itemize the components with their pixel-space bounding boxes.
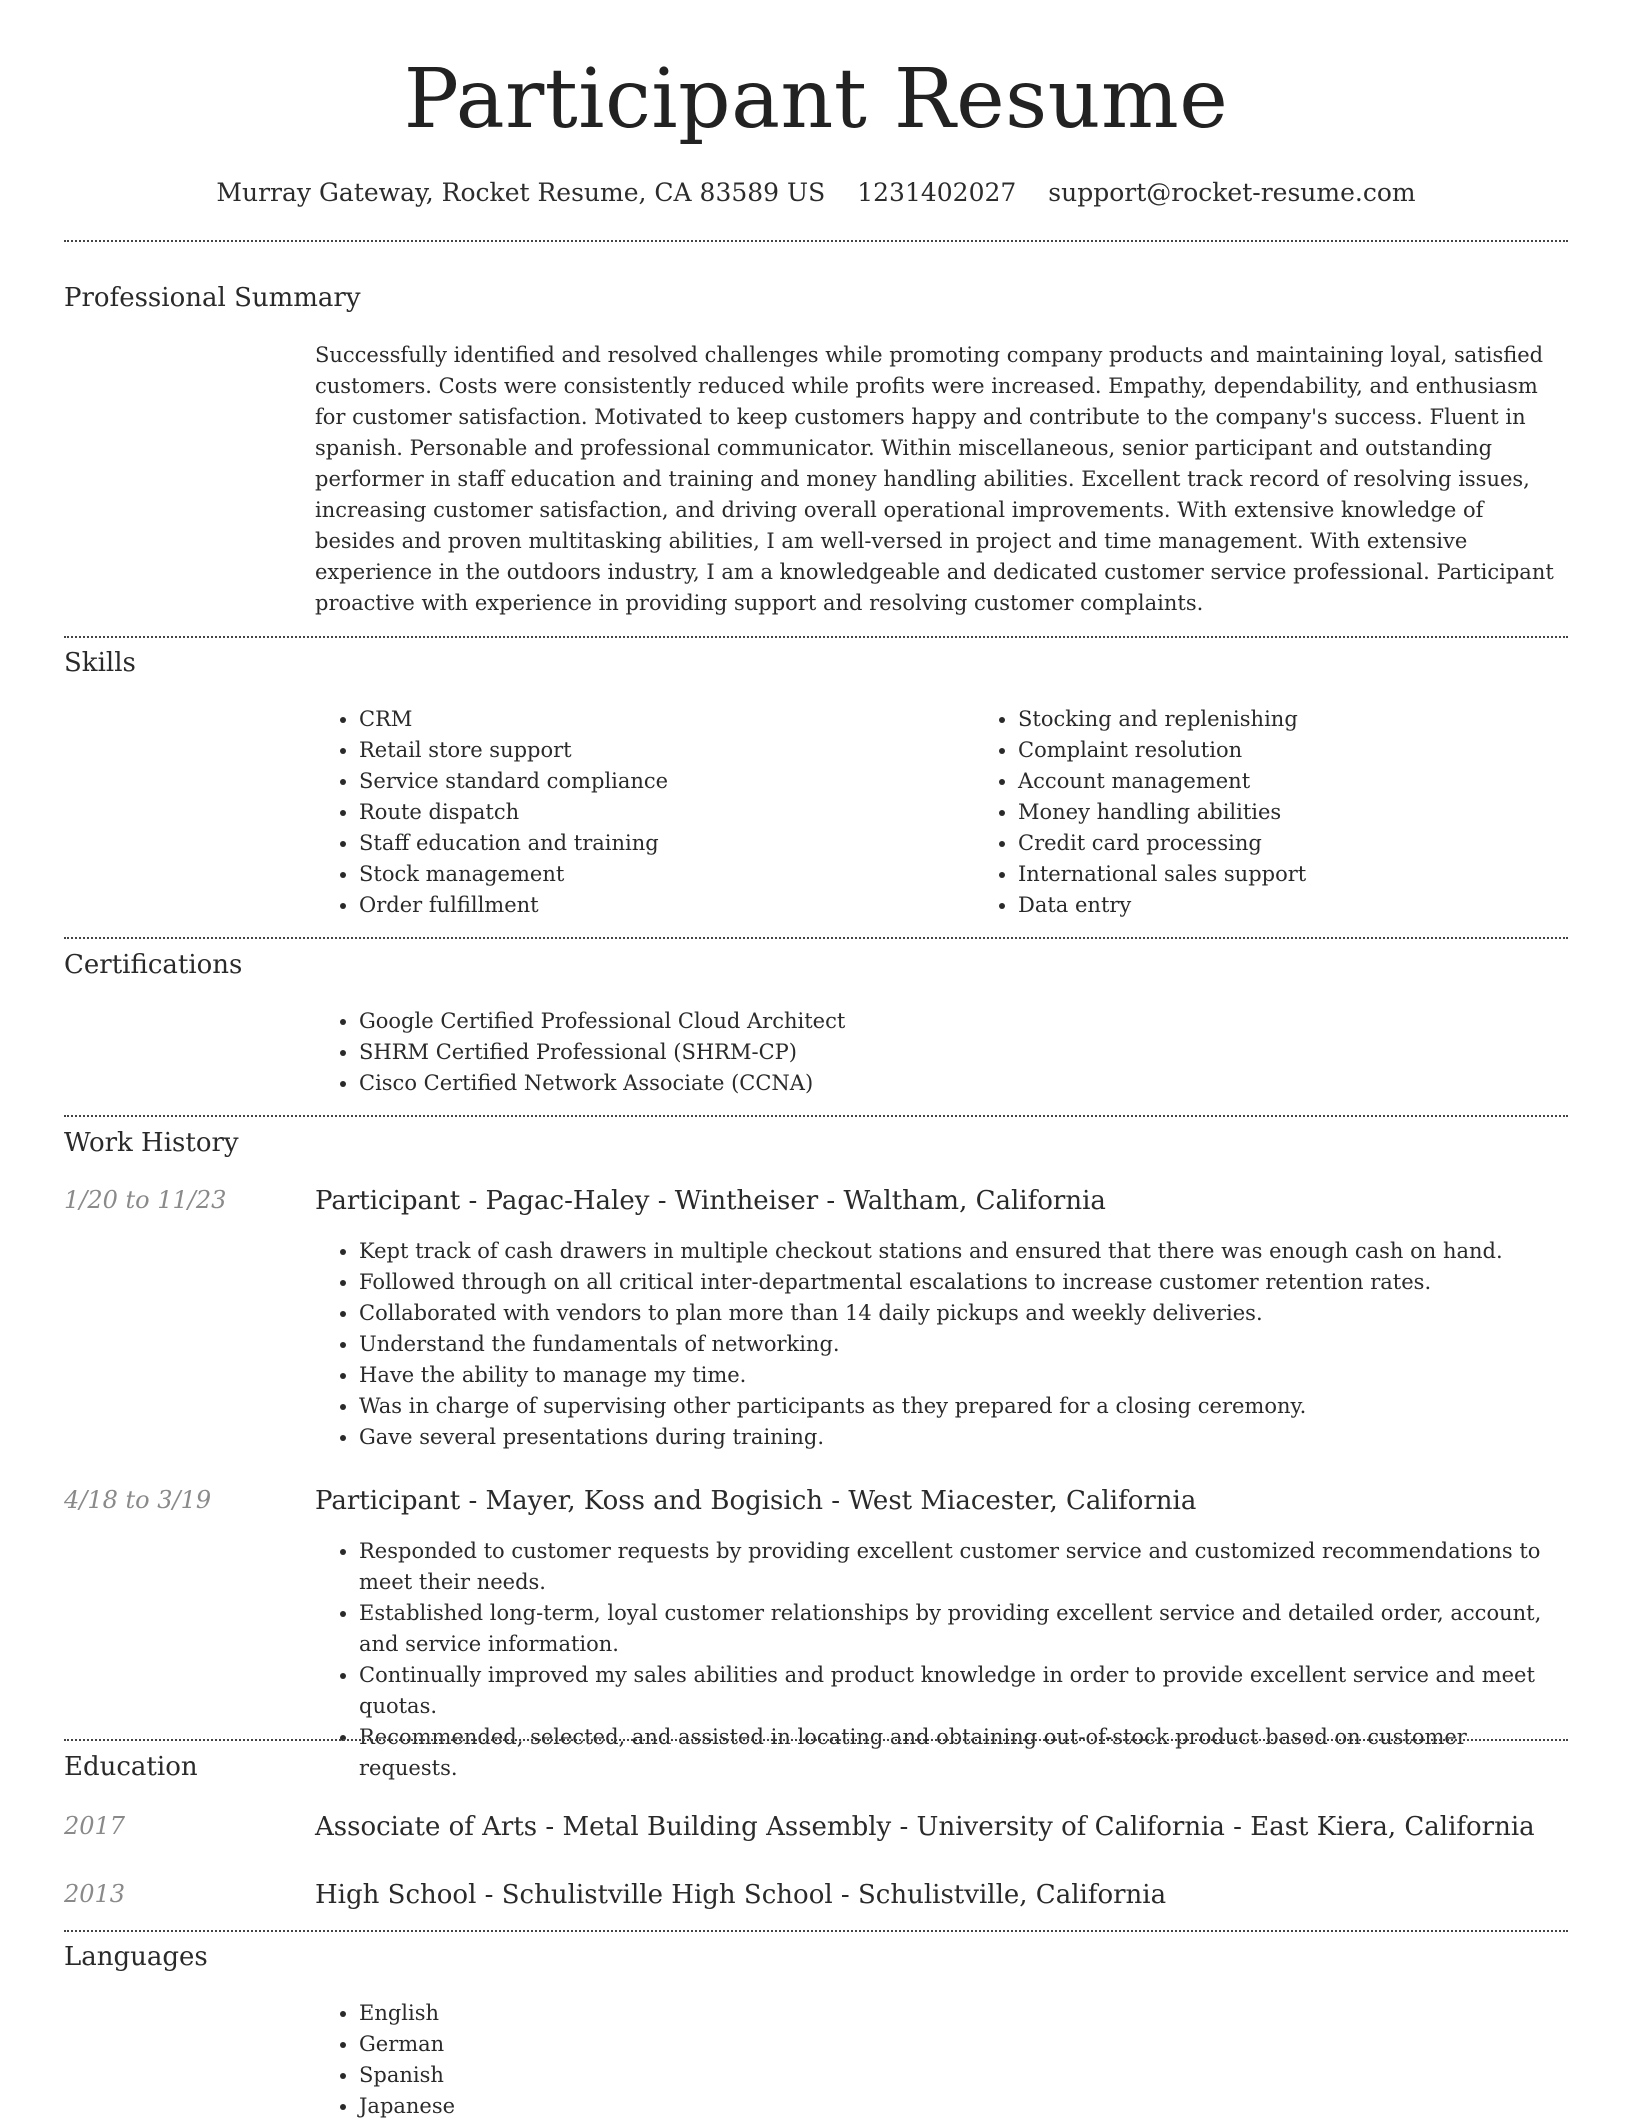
contact-email[interactable]: support@rocket-resume.com — [1048, 178, 1416, 207]
section-title-languages: Languages — [64, 1942, 208, 1972]
education-degree: High School — [315, 1880, 477, 1910]
skill-item: • Order fulfillment — [359, 890, 974, 921]
education-details: - Metal Building Assembly - University of California - East Kiera, California — [537, 1812, 1535, 1842]
language-item: • German — [359, 2029, 1568, 2060]
education-details: - Schulistville High School - Schulistville, California — [476, 1880, 1167, 1910]
education-year: 2013 — [64, 1880, 126, 1908]
job-bullet: • Recommended, selected, and assisted in locating and obtaining out-of-stock product based on customer requests. — [359, 1722, 1568, 1784]
skill-item: • Money handling abilities — [1018, 797, 1632, 828]
job-bullet: • Responded to customer requests by providing excellent customer service and customized recommendations to meet their needs. — [359, 1536, 1568, 1598]
certifications-block — [315, 1006, 1568, 1099]
divider — [64, 1930, 1568, 1932]
job-bullet: • Was in charge of supervising other participants as they prepared for a closing ceremony. — [359, 1391, 1568, 1422]
job-title: Participant - Pagac-Haley - Wintheiser - Waltham, California — [315, 1186, 1106, 1216]
job-bullets — [315, 1236, 1568, 1453]
candidate-name: Participant Resume — [403, 52, 1229, 147]
skills-list-left — [315, 704, 974, 921]
divider — [64, 1739, 1568, 1741]
skills-list-right — [974, 704, 1632, 921]
divider — [64, 240, 1568, 242]
section-title-work-history: Work History — [64, 1128, 239, 1158]
job-dates: 1/20 to 11/23 — [64, 1186, 227, 1214]
languages-block — [315, 1998, 1568, 2122]
section-title-summary: Professional Summary — [64, 283, 361, 313]
education-entry — [315, 1812, 1535, 1842]
certifications-list — [315, 1006, 1568, 1099]
divider — [64, 937, 1568, 939]
skill-item: • Credit card processing — [1018, 828, 1632, 859]
language-item: • Spanish — [359, 2060, 1568, 2091]
section-title-certifications: Certifications — [64, 950, 243, 980]
job-bullet-list — [315, 1536, 1568, 1784]
skill-item: • Staff education and training — [359, 828, 974, 859]
contact-line — [0, 178, 1632, 207]
job-bullet: • Have the ability to manage my time. — [359, 1360, 1568, 1391]
skill-item: • Account management — [1018, 766, 1632, 797]
job-bullet-list — [315, 1236, 1568, 1453]
skill-item: • Retail store support — [359, 735, 974, 766]
summary-block — [315, 340, 1568, 619]
section-title-education: Education — [64, 1752, 198, 1782]
job-bullet: • Continually improved my sales abilities and product knowledge in order to provide excellent service and meet quotas. — [359, 1660, 1568, 1722]
section-title-skills: Skills — [64, 648, 136, 678]
skill-item: • Complaint resolution — [1018, 735, 1632, 766]
contact-address: Murray Gateway, Rocket Resume, CA 83589 US — [216, 178, 826, 207]
skill-item: • CRM — [359, 704, 974, 735]
contact-phone: 1231402027 — [857, 178, 1017, 207]
skill-item: • International sales support — [1018, 859, 1632, 890]
job-dates: 4/18 to 3/19 — [64, 1486, 212, 1514]
skill-item: • Stock management — [359, 859, 974, 890]
job-bullet: • Followed through on all critical inter-departmental escalations to increase customer retention rates. — [359, 1267, 1568, 1298]
certification-item: • Google Certified Professional Cloud Architect — [359, 1006, 1568, 1037]
resume-header — [0, 0, 1632, 207]
job-bullet: • Understand the fundamentals of networking. — [359, 1329, 1568, 1360]
skill-item: • Service standard compliance — [359, 766, 974, 797]
education-entry — [315, 1880, 1166, 1910]
skill-item: • Route dispatch — [359, 797, 974, 828]
job-title: Participant - Mayer, Koss and Bogisich - West Miacester, California — [315, 1486, 1197, 1516]
education-year: 2017 — [64, 1812, 126, 1840]
job-bullet: • Gave several presentations during training. — [359, 1422, 1568, 1453]
skill-item: • Stocking and replenishing — [1018, 704, 1632, 735]
job-bullet: • Established long-term, loyal customer relationships by providing excellent service and detailed order, account, and service information. — [359, 1598, 1568, 1660]
certification-item: • SHRM Certified Professional (SHRM-CP) — [359, 1037, 1568, 1068]
language-item: • Japanese — [359, 2091, 1568, 2122]
job-bullets — [315, 1536, 1568, 1784]
summary-text: Successfully identified and resolved challenges while promoting company products and maintaining loyal, satisfied customers. Costs were consistently reduced while profits were increased. Empathy, dependability, and enthusiasm for customer satisfaction. Motivated to keep customers happy and contribute to the company's success. Fluent in spanish. Personable and professional communicator. Within miscellaneous, senior participant and outstanding performer in staff education and training and money handling abilities. Excellent track record of resolving issues, increasing customer satisfaction, and driving overall operational improvements. With extensive knowledge of besides and proven multitasking abilities, I am well-versed in project and time management. With extensive experience in the outdoors industry, I am a knowledgeable and dedicated customer service professional. Participant proactive with experience in providing support and resolving customer complaints. — [315, 343, 1554, 615]
divider — [64, 1115, 1568, 1117]
job-bullet: • Kept track of cash drawers in multiple checkout stations and ensured that there was enough cash on hand. — [359, 1236, 1568, 1267]
job-bullet: • Collaborated with vendors to plan more than 14 daily pickups and weekly deliveries. — [359, 1298, 1568, 1329]
skill-item: • Data entry — [1018, 890, 1632, 921]
skills-grid — [315, 704, 1568, 921]
education-degree: Associate of Arts — [315, 1812, 538, 1842]
languages-list — [315, 1998, 1568, 2122]
language-item: • English — [359, 1998, 1568, 2029]
divider — [64, 636, 1568, 638]
certification-item: • Cisco Certified Network Associate (CCNA) — [359, 1068, 1568, 1099]
